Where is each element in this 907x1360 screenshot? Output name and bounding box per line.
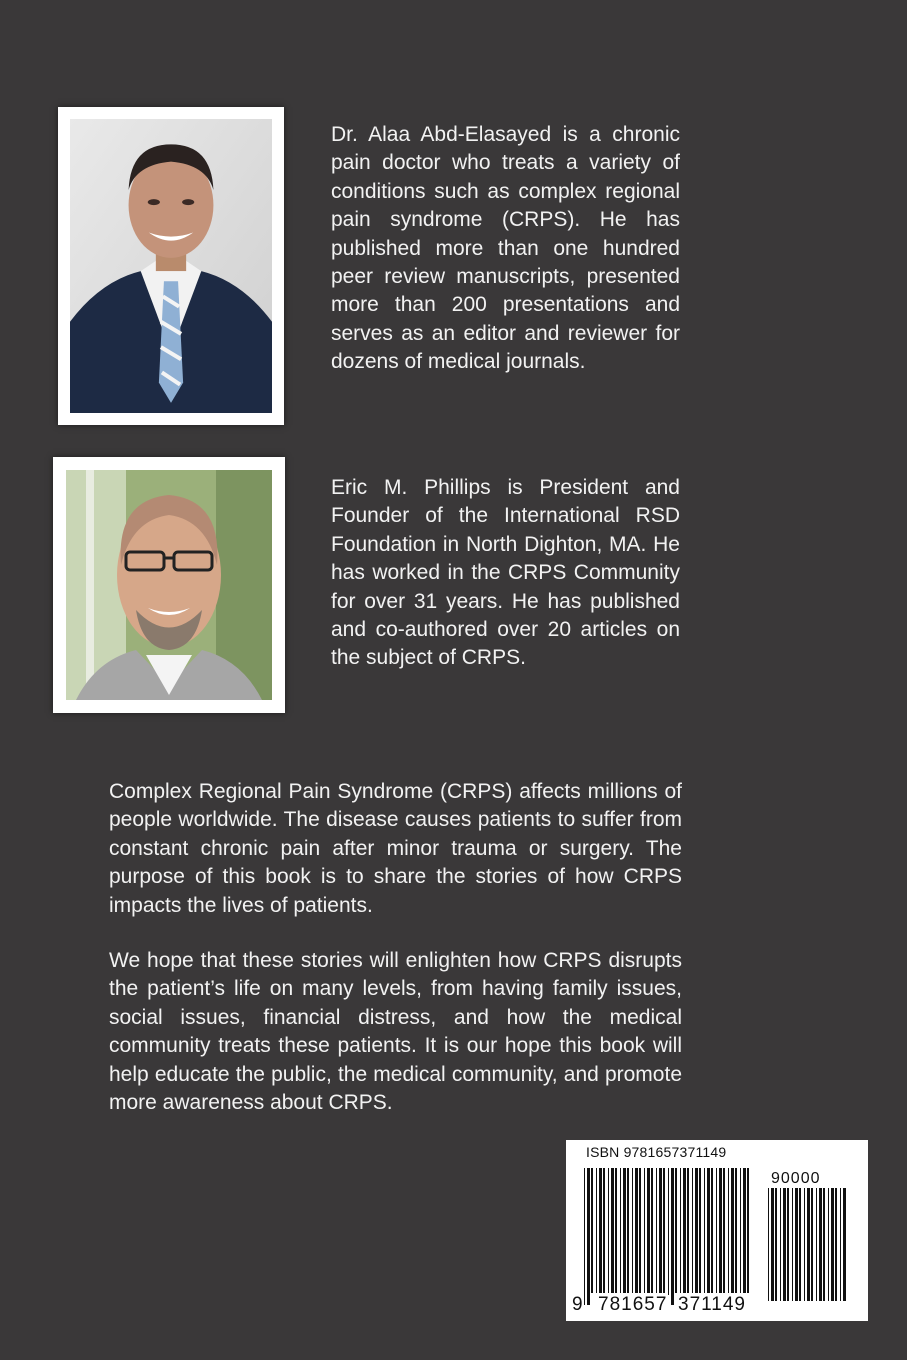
barcode-bar xyxy=(816,1188,817,1301)
barcode-bar xyxy=(735,1168,737,1293)
barcode-bar xyxy=(795,1188,798,1301)
barcode-bar xyxy=(747,1168,749,1293)
barcode-bar xyxy=(639,1168,641,1293)
barcode-bar xyxy=(695,1168,698,1293)
isbn-barcode xyxy=(566,1140,868,1321)
barcode-bar xyxy=(632,1168,633,1293)
barcode-bar xyxy=(659,1168,662,1293)
barcode-bar xyxy=(707,1168,710,1293)
barcode-bar xyxy=(771,1188,774,1301)
barcode-bar xyxy=(699,1168,701,1293)
barcode-bar xyxy=(711,1168,713,1293)
barcode-bar xyxy=(656,1168,657,1293)
barcode-bar xyxy=(831,1188,834,1301)
barcode-bar xyxy=(723,1168,725,1293)
barcode-bar xyxy=(728,1168,729,1293)
barcode-bar xyxy=(599,1168,602,1293)
barcode-bar xyxy=(611,1168,614,1293)
barcode-bar xyxy=(647,1168,650,1293)
barcode-digits-right: 371149 xyxy=(678,1294,746,1315)
barcode-bar xyxy=(627,1168,629,1293)
barcode-bar xyxy=(668,1168,669,1305)
barcode-bar xyxy=(799,1188,801,1301)
barcode-bar xyxy=(620,1168,621,1293)
barcode-bar xyxy=(783,1188,786,1301)
barcode-bar xyxy=(828,1188,829,1301)
barcode-bar xyxy=(835,1188,837,1301)
barcode-bar xyxy=(683,1168,686,1293)
barcode-bar xyxy=(843,1188,846,1301)
barcode-bar xyxy=(804,1188,805,1301)
ean13-barcode-bars xyxy=(584,1168,754,1308)
barcode-bar xyxy=(651,1168,653,1293)
author-bio-2: Eric M. Phillips is President and Founder of the International RSD Foundation in North Dighton, MA. He has worked in the CRPS Community for over 31 years. He has published and co-authored over 20 articles on the subject of CRPS. xyxy=(331,476,680,670)
barcode-bar xyxy=(775,1188,777,1301)
portrait-abd-elasayed xyxy=(70,119,272,413)
barcode-digits-left: 781657 xyxy=(598,1294,668,1315)
barcode-bar xyxy=(687,1168,689,1293)
author-photo-1 xyxy=(58,107,284,425)
book-description-paragraph-1: Complex Regional Pain Syndrome (CRPS) affects millions of people worldwide. The disease causes patients to suffer from constant chronic pain after minor trauma or surgery. The purpose of this book is to share the stories of how CRPS impacts the lives of patients. xyxy=(109,780,682,917)
barcode-bar xyxy=(680,1168,681,1293)
barcode-bar xyxy=(819,1188,822,1301)
barcode-bar xyxy=(635,1168,638,1293)
barcode-bar xyxy=(719,1168,722,1293)
barcode-bar xyxy=(596,1168,597,1293)
isbn-label: ISBN 9781657371149 xyxy=(586,1144,727,1160)
barcode-bar xyxy=(587,1168,590,1305)
barcode-bar xyxy=(608,1168,609,1293)
barcode-bar xyxy=(671,1168,674,1305)
barcode-bar xyxy=(731,1168,734,1293)
addon-barcode-bars xyxy=(768,1188,848,1308)
barcode-bar xyxy=(823,1188,825,1301)
barcode-bar xyxy=(743,1168,746,1293)
barcode-bar xyxy=(768,1188,769,1301)
barcode-bar xyxy=(807,1188,810,1301)
barcode-bar xyxy=(591,1168,593,1293)
barcode-bar xyxy=(716,1168,717,1293)
barcode-bar xyxy=(811,1188,813,1301)
barcode-bar xyxy=(692,1168,693,1293)
book-description-paragraph-2: We hope that these stories will enlighten how CRPS disrupts the patient’s life on many levels, from having family issues, social issues, financial distress, and how the medical community treats these patients. It is our hope this book will help educate the public, the medical community, and promote more awareness about CRPS. xyxy=(109,949,682,1115)
barcode-bar xyxy=(787,1188,789,1301)
portrait-phillips xyxy=(66,470,272,700)
barcode-bar xyxy=(704,1168,705,1293)
barcode-bar xyxy=(675,1168,677,1293)
author-photo-2 xyxy=(53,457,285,713)
barcode-bar xyxy=(615,1168,617,1293)
barcode-bar xyxy=(840,1188,841,1301)
barcode-bar xyxy=(792,1188,793,1301)
barcode-bar xyxy=(740,1168,741,1293)
barcode-bar xyxy=(644,1168,645,1293)
author-bio-1: Dr. Alaa Abd-Elasayed is a chronic pain doctor who treats a variety of conditions such as complex regional pain syndrome (CRPS). He has published more than one hundred peer review manuscripts, presented more than 200 presentations and serves as an editor and reviewer for dozens of medical journals. xyxy=(331,123,680,374)
barcode-bar xyxy=(584,1168,585,1305)
barcode-bar xyxy=(663,1168,665,1293)
price-code: 90000 xyxy=(771,1170,821,1187)
barcode-bar xyxy=(623,1168,626,1293)
barcode-bar xyxy=(780,1188,781,1301)
barcode-digit-first: 9 xyxy=(572,1294,583,1315)
barcode-bar xyxy=(603,1168,605,1293)
